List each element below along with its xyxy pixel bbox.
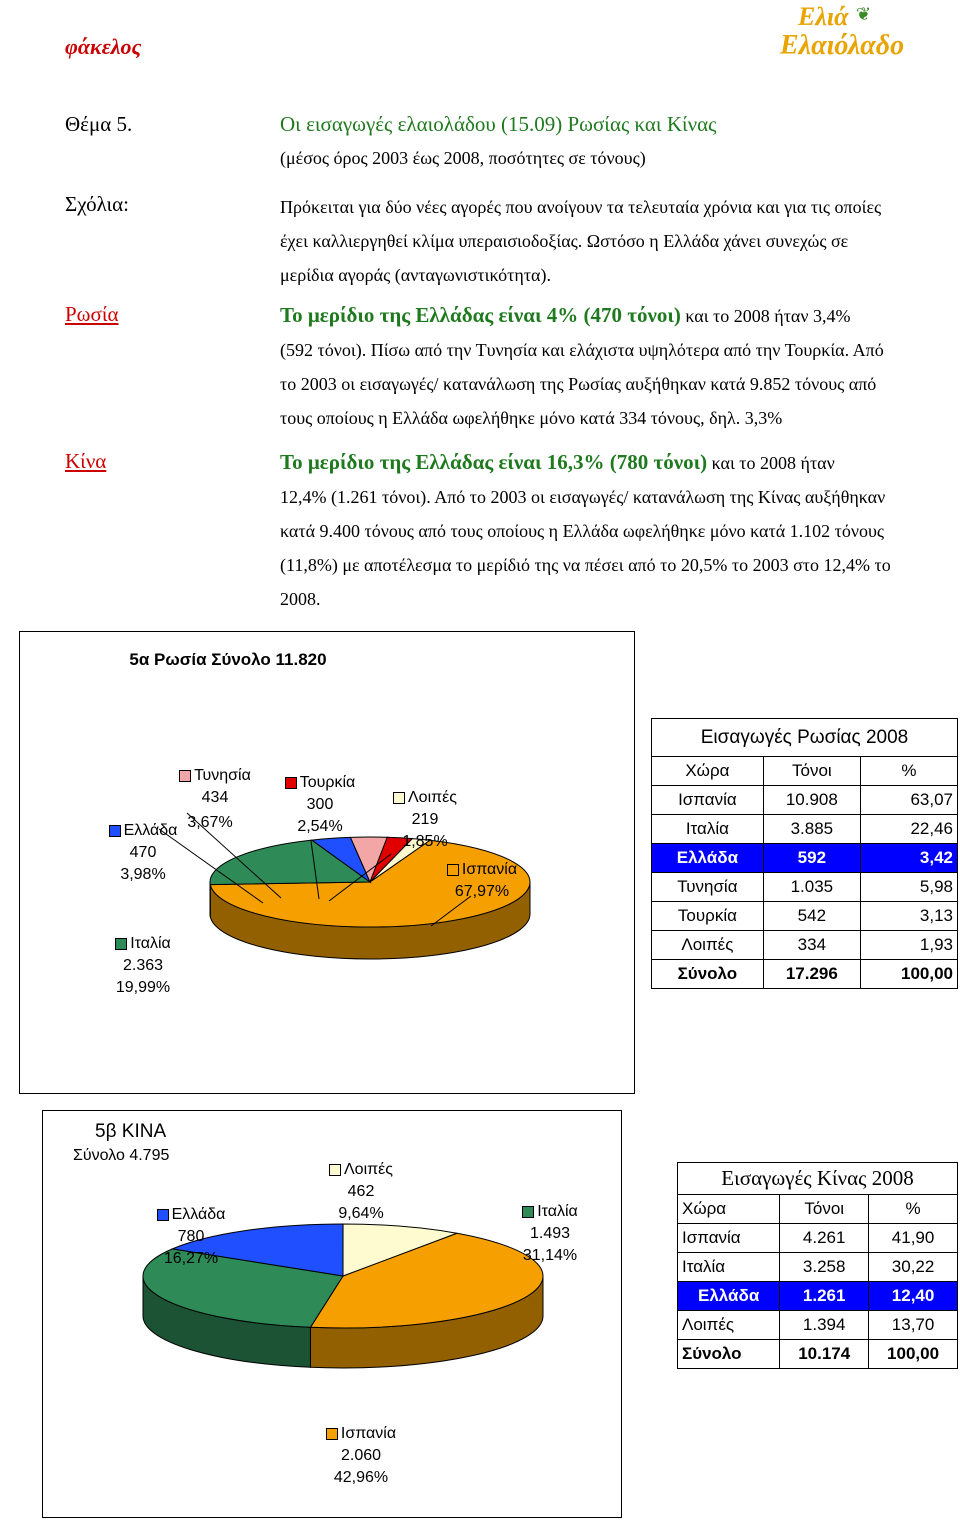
table-row <box>652 844 958 873</box>
percent-cell: 22,46 <box>860 815 957 844</box>
percent-cell: 5,98 <box>860 873 957 902</box>
russia-label-spain <box>432 859 532 903</box>
country-cell: Τουρκία <box>652 902 764 931</box>
logo-line1: Ελιά <box>798 2 849 31</box>
russia-chart <box>19 631 635 1094</box>
russia-label-tunisia <box>170 765 260 809</box>
logo-line2: Ελαιόλαδο <box>780 30 905 61</box>
table-row <box>652 873 958 902</box>
comments-line: έχει καλλιεργηθεί κλίμα υπεραισιοδοξίας. Ωστόσο η Ελλάδα χάνει συνεχώς σε <box>280 231 849 251</box>
percent-cell: 13,70 <box>869 1311 958 1340</box>
russia-headline-rest: και το 2008 ήταν 3,4% <box>680 306 851 326</box>
legend-swatch <box>447 864 459 876</box>
russia-chart-title: 5α Ρωσία Σύνολο 11.820 <box>129 650 327 669</box>
legend-swatch <box>179 770 191 782</box>
table-row <box>678 1253 958 1282</box>
value-label: 780 <box>177 1228 205 1245</box>
legend-swatch <box>109 825 121 837</box>
russia-table-title: Εισαγωγές Ρωσίας 2008 <box>652 719 958 757</box>
china-label-greece <box>141 1204 241 1270</box>
percent-label: 31,14% <box>522 1247 578 1264</box>
category-name: Ιταλία <box>130 935 171 952</box>
value-label: 2.060 <box>340 1447 382 1464</box>
country-cell: Ελλάδα <box>678 1282 780 1311</box>
russia-line: το 2003 οι εισαγωγές/ κατανάλωση της Ρωσίας αυξήθηκαν κατά 9.852 τόνους από <box>280 374 877 394</box>
table-header: Τόνοι <box>780 1195 869 1224</box>
tonnes-cell: 4.261 <box>780 1224 869 1253</box>
legend-swatch <box>326 1428 338 1440</box>
china-line: (11,8%) με αποτέλεσμα το μερίδιό της να πέσει από το 20,5% το 2003 στο 12,4% το <box>280 555 891 575</box>
tonnes-cell: 3.258 <box>780 1253 869 1282</box>
table-row <box>652 902 958 931</box>
russia-headline: Το μερίδιο της Ελλάδας είναι 4% (470 τόνοι) <box>280 303 681 327</box>
percent-label: 9,64% <box>338 1205 384 1222</box>
table-row <box>678 1340 958 1369</box>
china-headline: Το μερίδιο της Ελλάδας είναι 16,3% (780 τόνοι) <box>280 450 708 474</box>
russia-table <box>651 718 958 989</box>
tonnes-cell: 1.261 <box>780 1282 869 1311</box>
china-chart-subtitle: Σύνολο 4.795 <box>73 1147 170 1164</box>
country-cell: Ιταλία <box>652 815 764 844</box>
legend-swatch <box>329 1164 341 1176</box>
category-name: Τουρκία <box>299 774 356 791</box>
russia-line: (592 τόνοι). Πίσω από την Τυνησία και ελάχιστα υψηλότερα από την Τουρκία. Από <box>280 340 884 360</box>
tonnes-cell: 10.908 <box>763 786 860 815</box>
table-header: % <box>869 1195 958 1224</box>
country-cell: Σύνολο <box>678 1340 780 1369</box>
russia-label-italy <box>98 933 188 999</box>
percent-cell: 100,00 <box>869 1340 958 1369</box>
china-label-others <box>311 1159 411 1225</box>
category-name: Ελλάδα <box>123 822 178 839</box>
table-row <box>652 786 958 815</box>
china-label-italy <box>505 1201 595 1267</box>
legend-swatch <box>115 938 127 950</box>
tonnes-cell: 3.885 <box>763 815 860 844</box>
china-table <box>677 1162 958 1369</box>
topic-subtitle: (μέσος όρος 2003 έως 2008, ποσότητες σε τόνους) <box>280 148 646 168</box>
legend-swatch <box>393 792 405 804</box>
country-cell: Τυνησία <box>652 873 764 902</box>
table-header: Τόνοι <box>763 757 860 786</box>
category-name: Λοιπές <box>343 1161 394 1178</box>
russia-text <box>280 298 960 435</box>
russia-line: τους οποίους η Ελλάδα ωφελήθηκε μόνο κατά 334 τόνους, δηλ. 3,3% <box>280 408 783 428</box>
percent-cell: 100,00 <box>860 960 957 989</box>
percent-label: 2,54% <box>297 818 343 835</box>
value-label: 2.363 <box>122 957 164 974</box>
percent-cell: 3,42 <box>860 844 957 873</box>
table-row <box>652 931 958 960</box>
category-name: Ελλάδα <box>171 1206 226 1223</box>
value-label: 300 <box>306 796 334 813</box>
country-cell: Ιταλία <box>678 1253 780 1282</box>
percent-label: 3,98% <box>120 866 166 883</box>
table-header: % <box>860 757 957 786</box>
category-name: Τυνησία <box>194 767 251 784</box>
value-label: 462 <box>347 1183 375 1200</box>
china-chart-title: 5β ΚΙΝΑ <box>95 1121 167 1142</box>
tonnes-cell: 334 <box>763 931 860 960</box>
category-name: Λοιπές <box>407 789 458 806</box>
value-label: 434 <box>201 789 229 806</box>
table-row <box>652 960 958 989</box>
category-name: Ισπανία <box>461 861 518 878</box>
country-cell: Λοιπές <box>652 931 764 960</box>
percent-cell: 3,13 <box>860 902 957 931</box>
value-label: 1.493 <box>529 1225 571 1242</box>
percent-label: 16,27% <box>163 1250 219 1267</box>
percent-cell: 1,93 <box>860 931 957 960</box>
comments-text <box>280 190 960 292</box>
value-label: 219 <box>411 811 439 828</box>
olive-leaf-icon: ❦ <box>856 4 872 24</box>
china-label-spain <box>311 1423 411 1489</box>
china-label[interactable]: Κίνα <box>65 449 107 473</box>
table-header: Χώρα <box>652 757 764 786</box>
table-header: Χώρα <box>678 1195 780 1224</box>
percent-cell: 30,22 <box>869 1253 958 1282</box>
country-cell: Ισπανία <box>652 786 764 815</box>
china-line: κατά 9.400 τόνους από τους οποίους η Ελλάδα ωφελήθηκε μόνο κατά 1.102 τόνους <box>280 521 885 541</box>
tonnes-cell: 542 <box>763 902 860 931</box>
china-table-title: Εισαγωγές Κίνας 2008 <box>678 1163 958 1195</box>
russia-label[interactable]: Ρωσία <box>65 302 119 326</box>
legend-swatch <box>522 1206 534 1218</box>
comments-line: Πρόκειται για δύο νέες αγορές που ανοίγουν τα τελευταία χρόνια και για τις οποίες <box>280 197 882 217</box>
tonnes-cell: 592 <box>763 844 860 873</box>
logo <box>780 2 905 64</box>
percent-cell: 41,90 <box>869 1224 958 1253</box>
comments-line: μερίδια αγοράς (ανταγωνιστικότητα). <box>280 265 551 285</box>
section-label: φάκελος <box>65 34 142 59</box>
legend-swatch <box>285 777 297 789</box>
russia-label-turkey <box>275 772 365 838</box>
russia-pct-tunisia: 3,67% <box>187 814 233 831</box>
value-label: 470 <box>129 844 157 861</box>
country-cell: Ισπανία <box>678 1224 780 1253</box>
percent-cell: 12,40 <box>869 1282 958 1311</box>
topic-label: Θέμα 5. <box>65 112 133 136</box>
china-line: 2008. <box>280 589 321 609</box>
tonnes-cell: 1.394 <box>780 1311 869 1340</box>
percent-cell: 63,07 <box>860 786 957 815</box>
category-name: Ισπανία <box>340 1425 397 1442</box>
tonnes-cell: 10.174 <box>780 1340 869 1369</box>
russia-label-greece <box>98 820 188 886</box>
table-row <box>678 1224 958 1253</box>
percent-label: 42,96% <box>333 1469 389 1486</box>
russia-label-others <box>380 787 470 853</box>
china-line: 12,4% (1.261 τόνοι). Από το 2003 οι εισαγωγές/ κατανάλωση της Κίνας αυξήθηκαν <box>280 487 886 507</box>
table-row <box>652 815 958 844</box>
table-row <box>678 1311 958 1340</box>
country-cell: Ελλάδα <box>652 844 764 873</box>
legend-swatch <box>157 1209 169 1221</box>
percent-label: 1,85% <box>402 833 448 850</box>
category-name: Ιταλία <box>537 1203 578 1220</box>
percent-label: 19,99% <box>115 979 171 996</box>
tonnes-cell: 1.035 <box>763 873 860 902</box>
topic-title: Οι εισαγωγές ελαιολάδου (15.09) Ρωσίας και Κίνας <box>280 112 717 136</box>
comments-label: Σχόλια: <box>65 192 129 216</box>
china-headline-rest: και το 2008 ήταν <box>707 453 835 473</box>
country-cell: Σύνολο <box>652 960 764 989</box>
china-chart <box>42 1110 622 1518</box>
table-row <box>678 1282 958 1311</box>
country-cell: Λοιπές <box>678 1311 780 1340</box>
china-text <box>280 445 960 616</box>
tonnes-cell: 17.296 <box>763 960 860 989</box>
percent-label: 67,97% <box>454 883 510 900</box>
